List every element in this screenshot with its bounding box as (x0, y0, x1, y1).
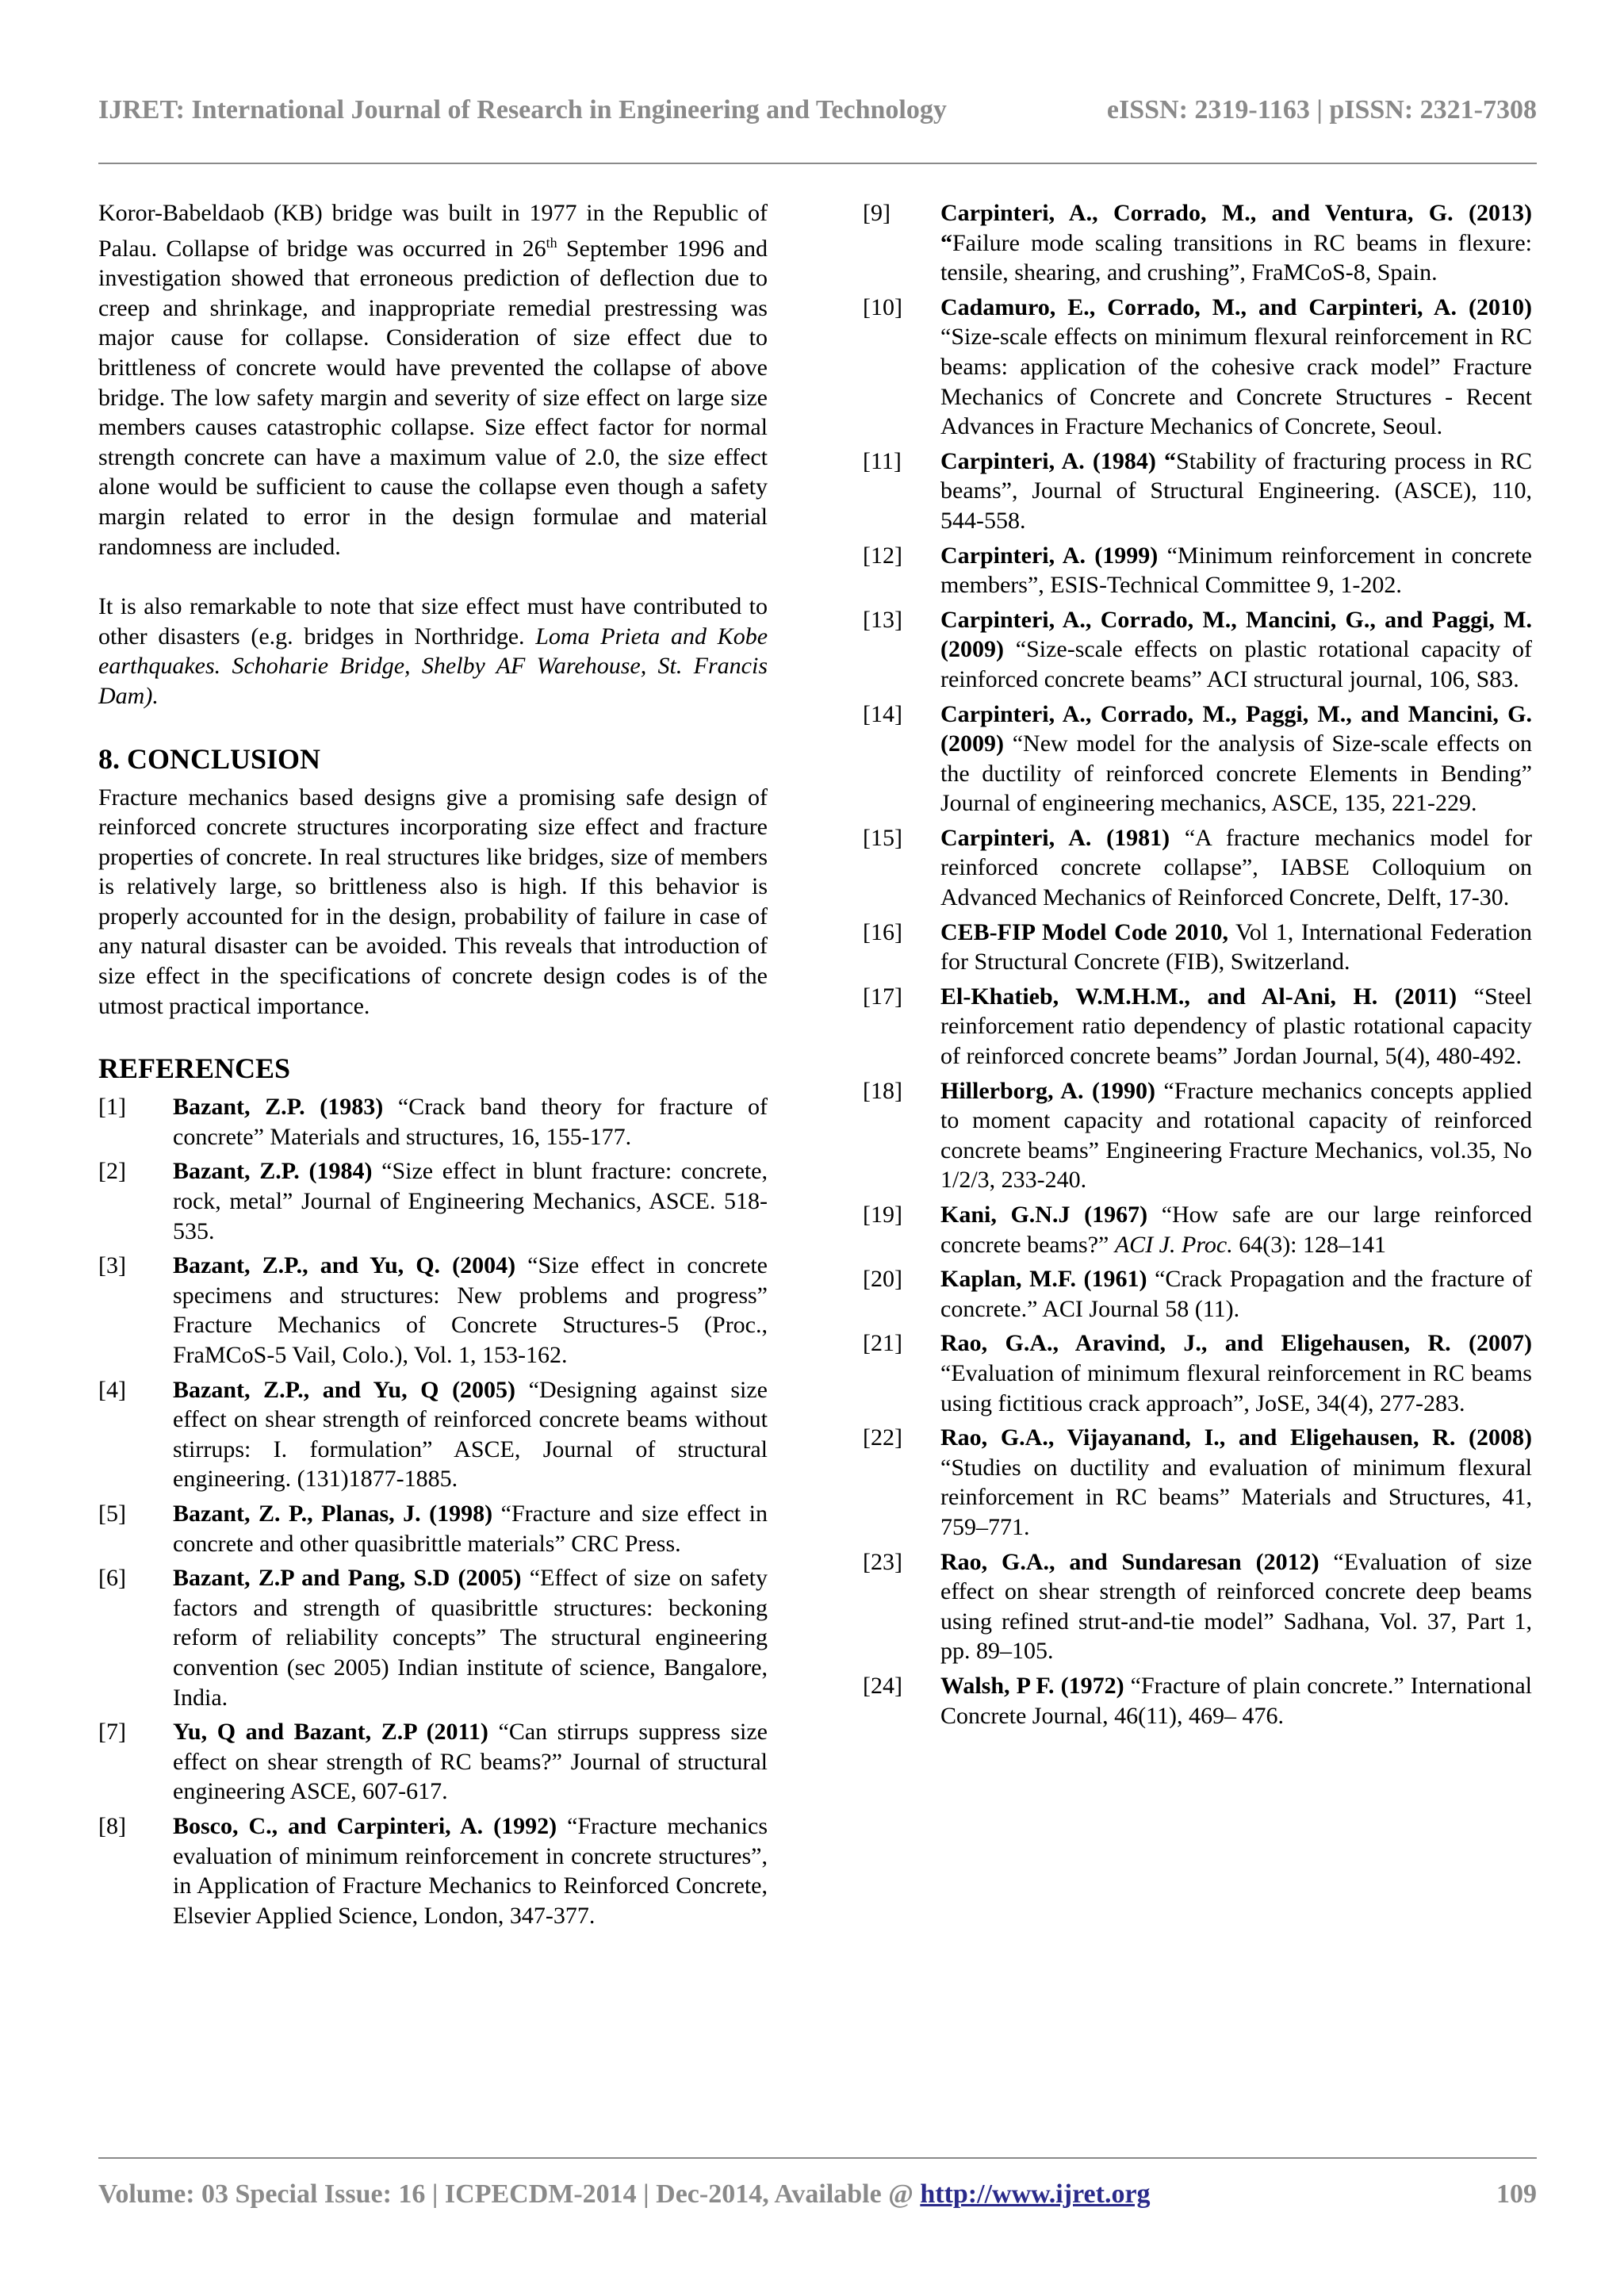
reference-text: Yu, Q and Bazant, Z.P (2011) “Can stirrups suppress size effect on shear strength of RC beams?” Journal of structural engineering ASCE, 607-617. (173, 1719, 768, 1805)
reference-number: [14] (863, 700, 902, 727)
reference-text: Carpinteri, A. (1981) “A fracture mechanics model for reinforced concrete collapse”, IABSE Colloquium on Advanced Mechanics of Reinforced Concrete, Delft, 17-30. (940, 824, 1532, 911)
reference-text: Bazant, Z.P. (1983) “Crack band theory for fracture of concrete” Materials and structures, 16, 155-177. (173, 1094, 768, 1150)
reference-number: [21] (863, 1330, 902, 1357)
reference-item (98, 1092, 768, 1152)
reference-number: [22] (863, 1424, 902, 1451)
conclusion-paragraph: Fracture mechanics based designs give a promising safe design of reinforced concrete structures incorporating size effect and fracture properties of concrete. In real structures like bridges, size of members is relatively large, so brittleness also is high. If this behavior is properly accounted for in the design, probability of failure in case of any natural disaster can be avoided. This reveals that introduction of size effect in the specifications of concrete design codes is of the utmost practical importance. (98, 784, 768, 1019)
conclusion-heading: 8. CONCLUSION (98, 742, 321, 775)
reference-text: Rao, G.A., Vijayanand, I., and Eligehausen, R. (2008) “Studies on ductility and evaluation of minimum flexural reinforcement in RC beams” Materials and Structures, 41, 759–771. (940, 1424, 1532, 1540)
reference-item (98, 1499, 768, 1558)
reference-number: [17] (863, 983, 902, 1010)
reference-text: Bazant, Z.P., and Yu, Q (2005) “Designing against size effect on shear strength of reinforced concrete beams without stirrups: I. formulation” ASCE, Journal of structural engineering. (131)1877-1885. (173, 1376, 768, 1493)
reference-item (863, 1328, 1532, 1418)
reference-number: [15] (863, 824, 902, 851)
reference-item (863, 1671, 1532, 1731)
reference-text: Bazant, Z.P. (1984) “Size effect in blunt fracture: concrete, rock, metal” Journal of Engineering Mechanics, ASCE. 518-535. (173, 1158, 768, 1244)
footer-text: Volume: 03 Special Issue: 16 | ICPECDM-2014 | Dec-2014, Available @ http://www.ijret.org (98, 2179, 1151, 2209)
reference-item (863, 918, 1532, 977)
reference-item (863, 1547, 1532, 1666)
reference-number: [16] (863, 918, 902, 945)
left-column (98, 198, 768, 1930)
paragraph-kb-bridge: Koror-Babeldaob (KB) bridge was built in 1977 in the Republic of Palau. Collapse of bridge was occurred in 26th September 1996 and investigation showed that erroneous prediction of deflection due to creep and shrinkage, and inappropriate remedial prestressing was major cause for collapse. Consideration of size effect due to brittleness of concrete would have prevented the collapse of above bridge. The low safety margin and severity of size effect on large size members causes catastrophic collapse. Size effect factor for normal strength concrete can have a maximum value of 2.0, the size effect alone would be sufficient to cause the collapse even though a safety margin related to error in the design formulae and material randomness are included. (98, 200, 768, 560)
reference-item (863, 823, 1532, 913)
reference-text: Bazant, Z.P., and Yu, Q. (2004) “Size effect in concrete specimens and structures: New problems and progress” Fracture Mechanics of Concrete Structures-5 (Proc., FraMCoS-5 Vail, Colo.), Vol. 1, 153-162. (173, 1252, 768, 1368)
reference-item (863, 447, 1532, 536)
references-heading: REFERENCES (98, 1052, 291, 1085)
reference-number: [1] (98, 1094, 126, 1121)
reference-text: Carpinteri, A. (1999) “Minimum reinforcement in concrete members”, ESIS-Technical Committee 9, 1-202. (940, 542, 1532, 599)
paragraph-disasters: It is also remarkable to note that size effect must have contributed to other disasters (e.g. bridges in Northridge. Loma Prieta and Kobe earthquakes. Schoharie Bridge, Shelby AF Warehouse, St. Francis Dam). (98, 593, 768, 709)
reference-item (863, 1264, 1532, 1324)
journal-header: IJRET: International Journal of Research in Engineering and Technology (98, 95, 947, 125)
reference-list-right (863, 198, 1532, 1731)
reference-number: [8] (98, 1812, 126, 1839)
reference-item (863, 1200, 1532, 1259)
footer-rule (98, 2157, 1537, 2159)
issn-header: eISSN: 2319-1163 | pISSN: 2321-7308 (1106, 95, 1537, 125)
reference-list-left (98, 1092, 768, 1930)
reference-item (98, 1811, 768, 1930)
reference-item (863, 198, 1532, 288)
page-number: 109 (1496, 2179, 1537, 2209)
reference-item (863, 1423, 1532, 1542)
reference-text: Cadamuro, E., Corrado, M., and Carpinteri, A. (2010) “Size-scale effects on minimum flexural reinforcement in RC beams: application of the cohesive crack model” Fracture Mechanics of Concrete and Concrete Structures - Recent Advances in Fracture Mechanics of Concrete, Seoul. (940, 293, 1532, 440)
reference-number: [5] (98, 1500, 126, 1527)
reference-number: [10] (863, 293, 902, 320)
reference-item (863, 541, 1532, 600)
reference-item (98, 1717, 768, 1807)
reference-text: Rao, G.A., and Sundaresan (2012) “Evaluation of size effect on shear strength of reinforced concrete deep beams using refined strut-and-tie model” Sadhana, Vol. 37, Part 1, pp. 89–105. (940, 1548, 1532, 1665)
reference-text: Carpinteri, A. (1984) “Stability of fracturing process in RC beams”, Journal of Structural Engineering. (ASCE), 110, 544-558. (940, 447, 1532, 534)
reference-number: [18] (863, 1077, 902, 1104)
reference-text: Kaplan, M.F. (1961) “Crack Propagation and the fracture of concrete.” ACI Journal 58 (11). (940, 1266, 1533, 1322)
right-column (863, 198, 1532, 1731)
reference-text: El-Khatieb, W.M.H.M., and Al-Ani, H. (2011) “Steel reinforcement ratio dependency of plastic rotational capacity of reinforced concrete beams” Jordan Journal, 5(4), 480-492. (940, 983, 1532, 1070)
reference-number: [7] (98, 1719, 126, 1746)
reference-number: [19] (863, 1202, 902, 1228)
journal-link[interactable]: http://www.ijret.org (920, 2179, 1151, 2209)
reference-text: Bazant, Z. P., Planas, J. (1998) “Fracture and size effect in concrete and other quasibrittle materials” CRC Press. (173, 1500, 768, 1557)
reference-item (863, 982, 1532, 1071)
reference-item (863, 293, 1532, 442)
reference-text: Rao, G.A., Aravind, J., and Eligehausen, R. (2007) “Evaluation of minimum flexural reinforcement in RC beams using fictitious crack approach”, JoSE, 34(4), 277-283. (940, 1330, 1532, 1416)
reference-number: [23] (863, 1548, 902, 1575)
reference-number: [13] (863, 606, 902, 633)
reference-item (863, 1076, 1532, 1195)
reference-text: Hillerborg, A. (1990) “Fracture mechanics concepts applied to moment capacity and rotational capacity of reinforced concrete beams” Engineering Fracture Mechanics, vol.35, No 1/2/3, 233-240. (940, 1077, 1532, 1194)
reference-item (863, 605, 1532, 695)
reference-number: [11] (863, 447, 902, 474)
reference-number: [9] (863, 200, 891, 226)
reference-text: Carpinteri, A., Corrado, M., and Ventura, G. (2013) “Failure mode scaling transitions in RC beams in flexure: tensile, shearing, and crushing”, FraMCoS-8, Spain. (940, 200, 1532, 286)
reference-number: [24] (863, 1672, 902, 1699)
reference-number: [2] (98, 1158, 126, 1185)
reference-item (98, 1375, 768, 1494)
reference-text: Carpinteri, A., Corrado, M., Paggi, M., and Mancini, G. (2009) “New model for the analysis of Size-scale effects on the ductility of reinforced concrete Elements in Bending” Journal of engineering mechanics, ASCE, 135, 221-229. (940, 700, 1532, 817)
reference-text: Carpinteri, A., Corrado, M., Mancini, G., and Paggi, M. (2009) “Size-scale effects on plastic rotational capacity of reinforced concrete beams” ACI structural journal, 106, S83. (940, 606, 1532, 692)
reference-item (98, 1563, 768, 1712)
reference-item (98, 1251, 768, 1370)
reference-text: CEB-FIP Model Code 2010, Vol 1, International Federation for Structural Concrete (FIB), Switzerland. (940, 918, 1532, 976)
reference-number: [4] (98, 1376, 126, 1403)
reference-text: Bosco, C., and Carpinteri, A. (1992) “Fracture mechanics evaluation of minimum reinforcement in concrete structures”, in Application of Fracture Mechanics to Reinforced Concrete, Elsevier Applied Science, London, 347-377. (173, 1812, 768, 1929)
reference-text: Kani, G.N.J (1967) “How safe are our large reinforced concrete beams?” ACI J. Proc. 64(3): 128–141 (940, 1202, 1532, 1258)
reference-item (98, 1156, 768, 1246)
reference-number: [20] (863, 1266, 902, 1293)
reference-number: [12] (863, 542, 902, 569)
reference-item (863, 700, 1532, 818)
reference-text: Bazant, Z.P and Pang, S.D (2005) “Effect of size on safety factors and strength of quasibrittle structures: beckoning reform of reliability concepts” The structural engineering convention (sec 2005) Indian institute of science, Bangalore, India. (173, 1565, 768, 1711)
reference-number: [6] (98, 1565, 126, 1592)
reference-text: Walsh, P F. (1972) “Fracture of plain concrete.” International Concrete Journal, 46(11), 469– 476. (940, 1672, 1533, 1729)
reference-number: [3] (98, 1252, 126, 1279)
header-rule (98, 163, 1537, 164)
